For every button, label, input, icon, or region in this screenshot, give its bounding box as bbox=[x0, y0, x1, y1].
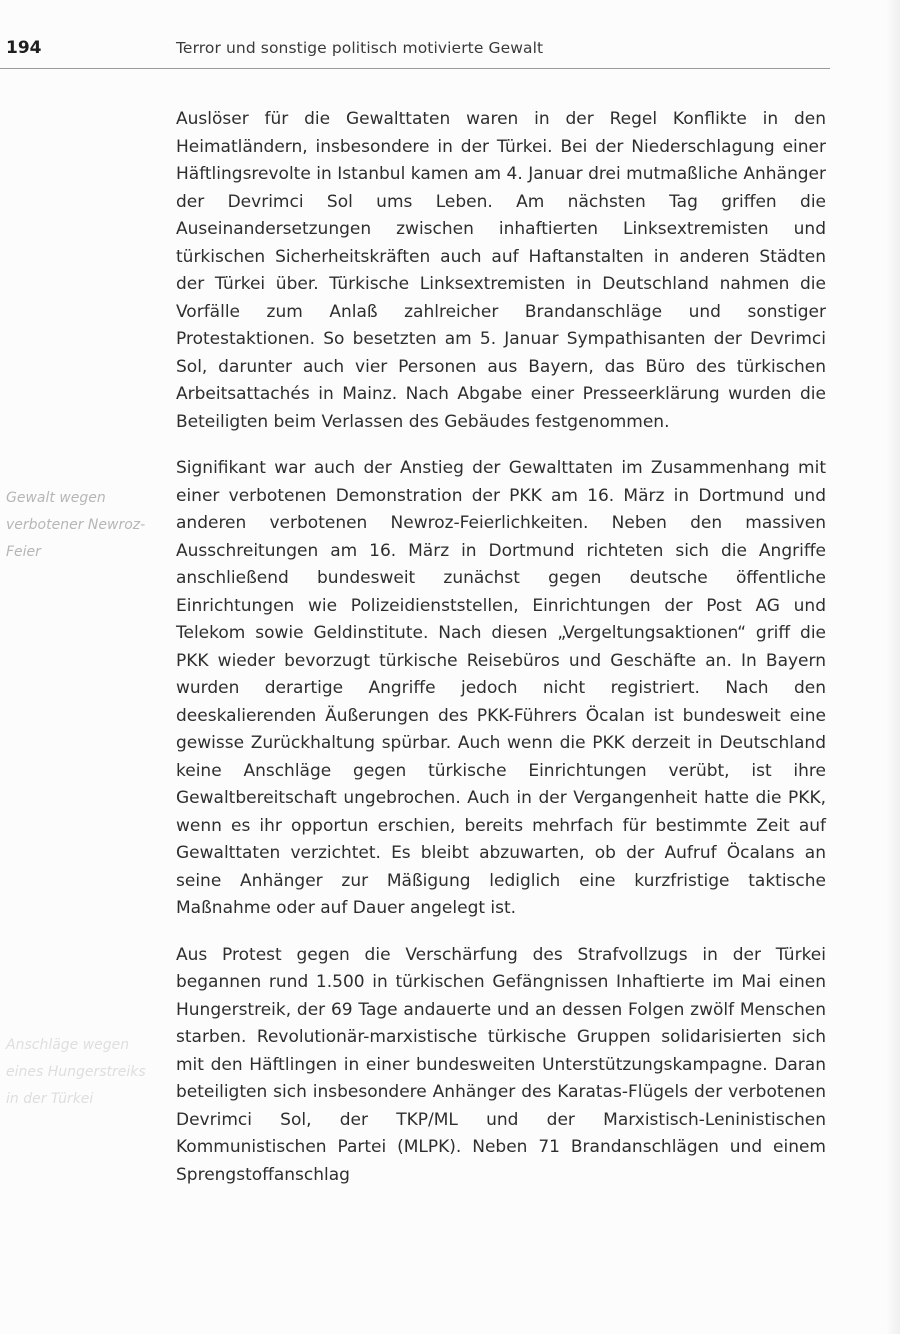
paragraph-newroz: Signifikant war auch der Anstieg der Gewalttaten im Zusammenhang mit einer verbotenen Demonstration der PKK am 16. März in Dortmund und anderen verbotenen Newroz-Feierlichkeiten. Neben den massiven Ausschreitungen am 16. März in Dortmund richteten sich die Angriffe anschließend bundesweit zunächst gegen deutsche öffentliche Einrichtungen wie Polizeidienststellen, Einrichtungen der Post AG und Telekom sowie Geldinstitute. Nach diesen „Vergeltungsaktionen“ griff die PKK wieder bevorzugt türkische Reisebüros und Geschäfte an. In Bayern wurden derartige Angriffe jedoch nicht registriert. Nach den deeskalierenden Äußerungen des PKK-Führers Öcalan ist bundesweit eine gewisse Zurückhaltung spürbar. Auch wenn die PKK derzeit in Deutschland keine Anschläge gegen türkische Einrichtungen verübt, ist ihre Gewaltbereitschaft ungebrochen. Auch in der Vergangenheit hatte die PKK, wenn es ihr opportun erschien, bereits mehrfach für bestimmte Zeit auf Gewalttaten verzichtet. Es bleibt abzuwarten, ob der Aufruf Öcalans an seine Anhänger zur Mäßigung lediglich eine kurzfristige taktische Maßnahme oder auf Dauer angelegt ist. bbox=[176, 458, 826, 918]
page-header bbox=[0, 30, 830, 70]
header-rule bbox=[0, 68, 830, 69]
paragraph-ausloeser: Auslöser für die Gewalttaten waren in der Regel Konflikte in den Heimatländern, insbesondere in der Türkei. Bei der Niederschlagung einer Häftlingsrevolte in Istanbul kamen am 4. Januar drei mutmaßliche Anhänger der Devrimci Sol ums Leben. Am nächsten Tag griffen die Auseinandersetzungen zwischen inhaftierten Linksextremisten und türkischen Sicherheitskräften auch auf Haftanstalten in anderen Städten der Türkei über. Türkische Linksextremisten in Deutschland nahmen die Vorfälle zum Anlaß zahlreicher Brandanschläge und sonstiger Protestaktionen. So besetzten am 5. Januar Sympathisanten der Devrimci Sol, darunter auch vier Personen aus Bayern, das Büro des türkischen Arbeitsattachés in Mainz. Nach Abgabe einer Presseerklärung wurden die Beteiligten beim Verlassen des Gebäudes festgenommen. bbox=[176, 109, 826, 432]
running-title: Terror und sonstige politisch motivierte Gewalt bbox=[176, 39, 544, 57]
paragraph-hungerstreik: Aus Protest gegen die Verschärfung des Strafvollzugs in der Türkei begannen rund 1.500 in türkischen Gefängnissen Inhaftierte im Mai einen Hungerstreik, der 69 Tage andauerte und an dessen Folgen zwölf Menschen starben. Revolutionär-marxistische türkische Gruppen solidarisierten sich mit den Häftlingen in einer bundesweiten Unterstützungskampagne. Daran beteiligten sich insbesondere Anhänger des Karatas-Flügels der verbotenen Devrimci Sol, der TKP/ML und der Marxistisch-Leninistischen Kommunistischen Partei (MLPK). Neben 71 Brandanschlägen und einem Sprengstoffanschlag bbox=[176, 944, 826, 1185]
page-number: 194 bbox=[6, 38, 42, 58]
main-text-column bbox=[176, 106, 826, 1208]
margin-note-newroz: Gewalt wegen verbotener Newroz-Feier bbox=[6, 490, 146, 560]
margin-note-hungerstreik: Anschläge wegen eines Hungerstreiks in der Türkei bbox=[6, 1037, 146, 1107]
